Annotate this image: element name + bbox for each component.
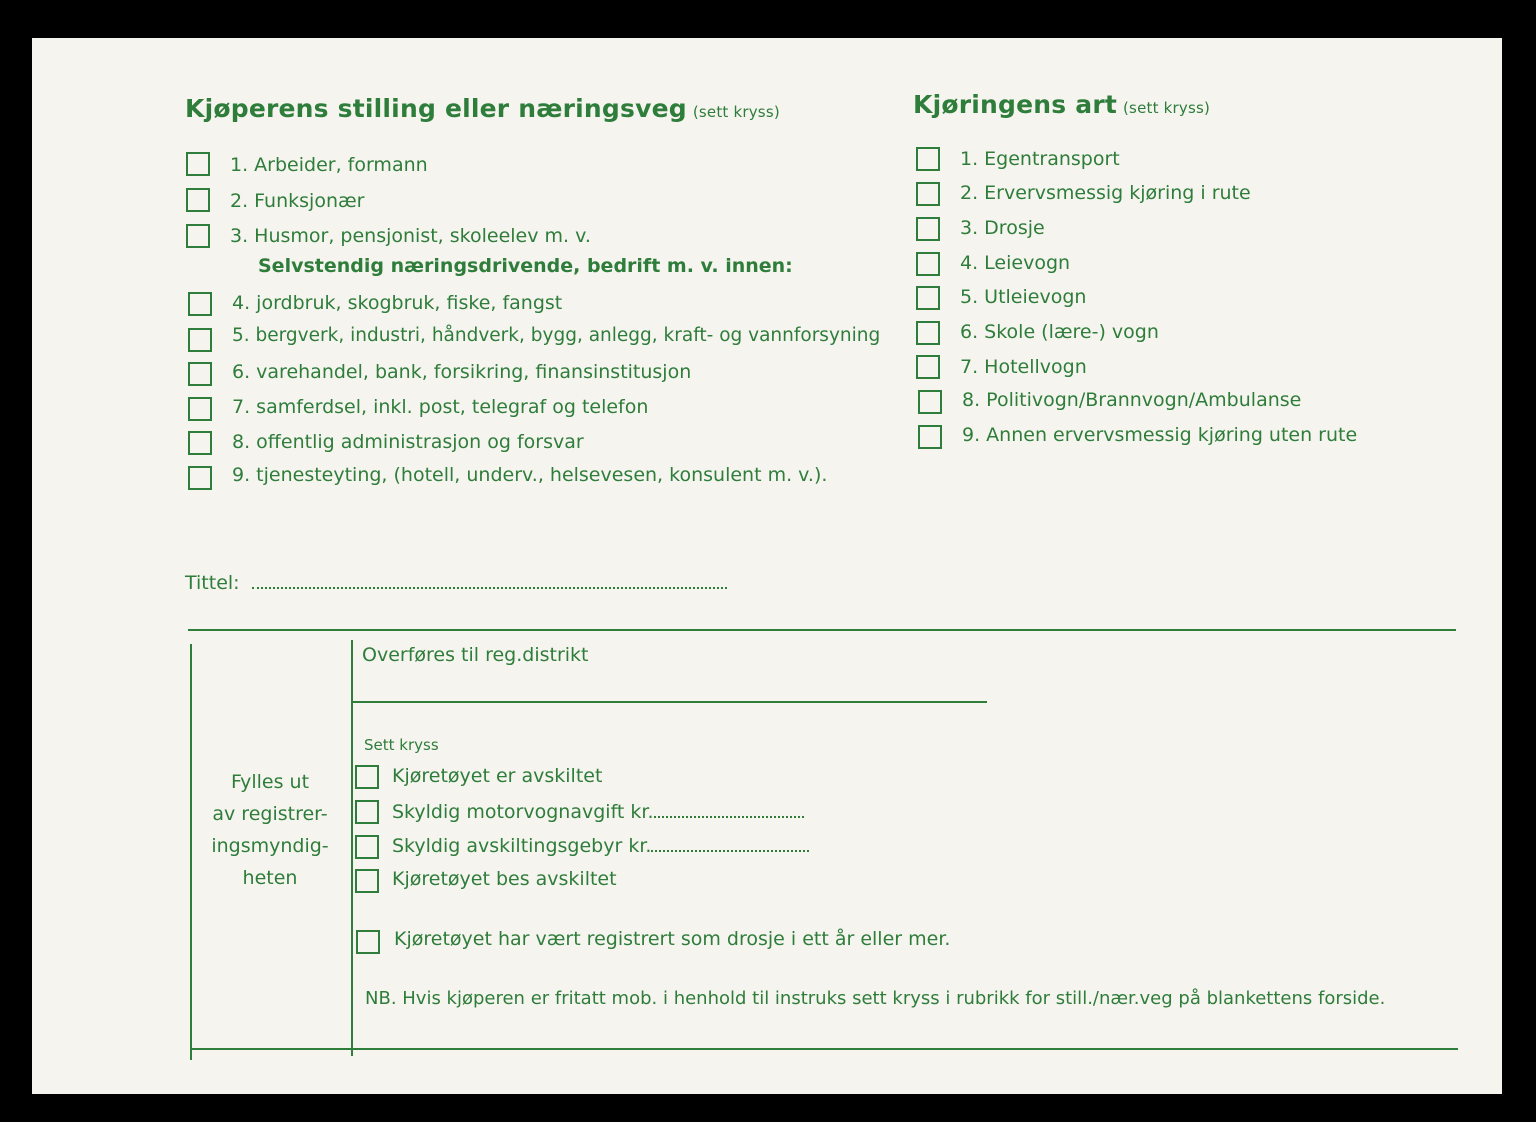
title-input-line[interactable] bbox=[252, 587, 727, 589]
check-deregistration-fee-label: Skyldig avskiltingsgebyr kr. bbox=[392, 835, 652, 857]
title-field bbox=[185, 572, 727, 594]
occupation-item-7: 7. samferdsel, inkl. post, telegraf og telefon bbox=[232, 396, 649, 418]
check-request-deregistration-label: Kjøretøyet bes avskiltet bbox=[392, 868, 617, 890]
deregistration-fee-input[interactable] bbox=[651, 850, 809, 852]
side-label-line-4: heten bbox=[242, 867, 298, 889]
check-motor-fee-label: Skyldig motorvognavgift kr. bbox=[392, 801, 654, 823]
box-left-border bbox=[190, 644, 192, 1060]
box-top-border bbox=[188, 629, 1456, 631]
nb-note: NB. Hvis kjøperen er fritatt mob. i henhold til instruks sett kryss i rubrikk for still./nær.veg på blankettens forside. bbox=[365, 988, 1386, 1009]
driving-item-9: 9. Annen ervervsmessig kjøring uten rute bbox=[962, 424, 1358, 446]
transfer-label: Overføres til reg.distrikt bbox=[362, 644, 589, 666]
checkbox-occupation-1[interactable] bbox=[186, 152, 210, 176]
occupation-item-1: 1. Arbeider, formann bbox=[230, 154, 428, 176]
driving-type-heading bbox=[913, 90, 1210, 119]
registry-side-label bbox=[195, 766, 345, 894]
checkbox-occupation-8[interactable] bbox=[188, 431, 212, 455]
checkbox-driving-7[interactable] bbox=[916, 355, 940, 379]
tick-note: Sett kryss bbox=[364, 736, 439, 754]
side-label-line-2: av registrer- bbox=[212, 803, 328, 825]
motor-fee-input[interactable] bbox=[654, 816, 804, 818]
heading-text: Kjøperens stilling eller næringsveg bbox=[185, 94, 687, 123]
check-motor-fee bbox=[392, 801, 804, 823]
checkbox-occupation-7[interactable] bbox=[188, 397, 212, 421]
occupation-item-5: 5. bergverk, industri, håndverk, bygg, anlegg, kraft- og vannforsyning bbox=[232, 325, 881, 346]
occupation-item-2: 2. Funksjonær bbox=[230, 190, 365, 212]
checkbox-driving-5[interactable] bbox=[916, 286, 940, 310]
driving-item-8: 8. Politivogn/Brannvogn/Ambulanse bbox=[962, 389, 1302, 411]
checkbox-driving-3[interactable] bbox=[916, 217, 940, 241]
checkbox-driving-9[interactable] bbox=[918, 425, 942, 449]
checkbox-driving-4[interactable] bbox=[916, 252, 940, 276]
occupation-item-6: 6. varehandel, bank, forsikring, finansinstitusjon bbox=[232, 361, 692, 383]
title-label: Tittel: bbox=[185, 572, 240, 594]
driving-item-3: 3. Drosje bbox=[960, 217, 1045, 239]
checkbox-taxi-year[interactable] bbox=[356, 930, 380, 954]
heading-text: Kjøringens art bbox=[913, 90, 1117, 119]
checkbox-occupation-4[interactable] bbox=[188, 292, 212, 316]
checkbox-occupation-3[interactable] bbox=[186, 224, 210, 248]
side-label-line-3: ingsmyndig- bbox=[211, 835, 329, 857]
driving-item-4: 4. Leievogn bbox=[960, 252, 1071, 274]
checkbox-driving-8[interactable] bbox=[918, 390, 942, 414]
driving-item-1: 1. Egentransport bbox=[960, 148, 1120, 170]
checkbox-driving-2[interactable] bbox=[916, 182, 940, 206]
driving-item-6: 6. Skole (lære-) vogn bbox=[960, 321, 1159, 343]
checkbox-deregistered[interactable] bbox=[355, 765, 379, 789]
driving-item-7: 7. Hotellvogn bbox=[960, 356, 1087, 378]
driving-item-5: 5. Utleievogn bbox=[960, 286, 1087, 308]
checkbox-occupation-6[interactable] bbox=[188, 362, 212, 386]
taxi-year-label: Kjøretøyet har vært registrert som drosje i ett år eller mer. bbox=[394, 928, 951, 950]
checkbox-driving-1[interactable] bbox=[916, 147, 940, 171]
checkbox-motor-fee[interactable] bbox=[355, 800, 379, 824]
heading-note: (sett kryss) bbox=[1123, 99, 1211, 117]
occupation-item-3: 3. Husmor, pensjonist, skoleelev m. v. bbox=[230, 225, 591, 247]
check-deregistration-fee bbox=[392, 835, 809, 857]
checkbox-driving-6[interactable] bbox=[916, 321, 940, 345]
side-label-line-1: Fylles ut bbox=[230, 771, 310, 793]
self-employed-subheading: Selvstendig næringsdrivende, bedrift m. v. innen: bbox=[258, 255, 793, 277]
check-deregistered-label: Kjøretøyet er avskiltet bbox=[392, 765, 603, 787]
checkbox-occupation-2[interactable] bbox=[186, 188, 210, 212]
checkbox-request-deregistration[interactable] bbox=[355, 869, 379, 893]
occupation-item-8: 8. offentlig administrasjon og forsvar bbox=[232, 431, 584, 453]
driving-item-2: 2. Ervervsmessig kjøring i rute bbox=[960, 182, 1251, 204]
checkbox-occupation-5[interactable] bbox=[188, 328, 212, 352]
checkbox-occupation-9[interactable] bbox=[188, 466, 212, 490]
heading-note: (sett kryss) bbox=[692, 103, 780, 121]
occupation-item-9: 9. tjenesteyting, (hotell, underv., helsevesen, konsulent m. v.). bbox=[232, 464, 828, 486]
box-bottom-border bbox=[192, 1048, 1458, 1050]
occupation-item-4: 4. jordbruk, skogbruk, fiske, fangst bbox=[232, 292, 563, 314]
transfer-input-line[interactable] bbox=[353, 701, 987, 703]
buyer-occupation-heading bbox=[185, 94, 780, 123]
checkbox-deregistration-fee[interactable] bbox=[355, 835, 379, 859]
